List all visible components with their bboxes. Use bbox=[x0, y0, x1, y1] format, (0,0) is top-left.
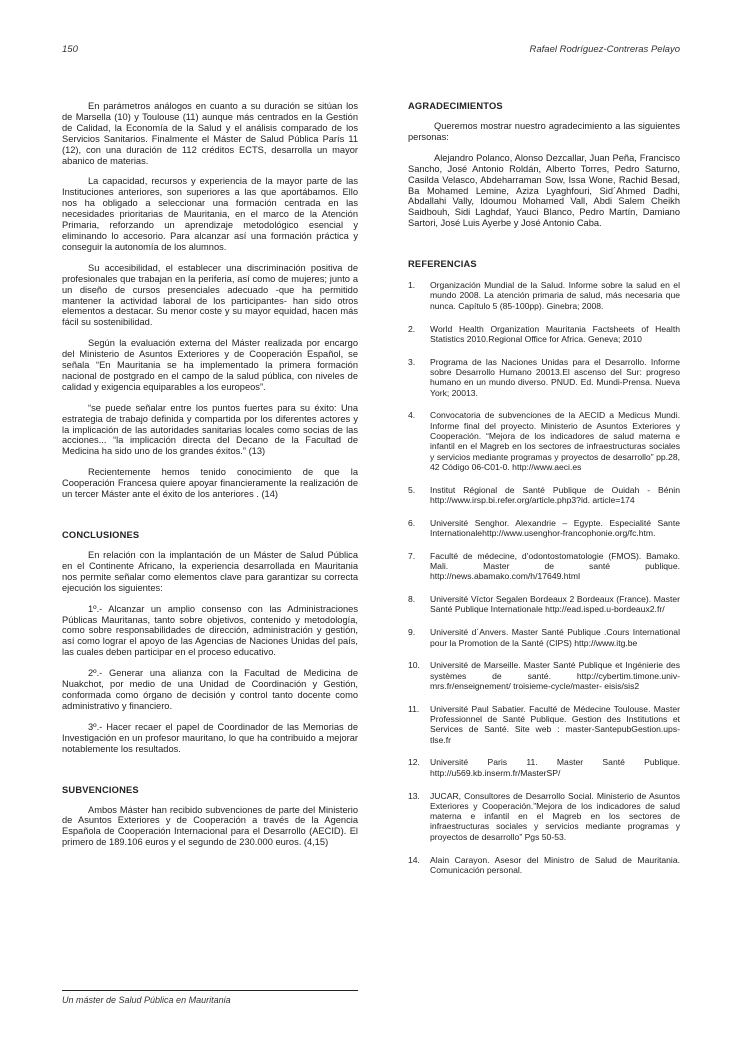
reference-item bbox=[408, 855, 680, 876]
reference-text: Université Víctor Segalen Bordeaux 2 Bordeaux (France). Master Santé Publique Internationale http://ead.isped.u-bordeaux2.fr/ bbox=[430, 594, 680, 615]
paragraph: Queremos mostrar nuestro agradecimiento a las siguientes personas: bbox=[408, 121, 680, 142]
acknowledged-names: Alejandro Polanco, Alonso Dezcallar, Juan Peña, Francisco Sancho, José Antonio Roldán, Alberto Torres, Pedro Saturno, Casilda Velasco, Abdeharraman Sow, Issa Wone, Rachid Besad, Ba Mohamed Lemine, Aziza Lyaghfouri, Sid´Ahmed Dadhi, Abdallahi Vally, Idoumou Mohamed Vall, Abdi Salem Cheikh Saidbouh, Sidi Laghdaf, Yauci Blanco, Pedro Martín, Damiano Sartori, José Luis Ayerbe y José Antonio Caba. bbox=[408, 152, 680, 229]
reference-text: Université de Marseille. Master Santé Publique et Ingénierie des systèmes de santé. http://cybertim.timone.univ-mrs.fr/enseignement/ troisieme-cycle/master- eisis/sis2 bbox=[430, 660, 680, 691]
reference-number: 14. bbox=[408, 854, 420, 865]
conclusion-item: 3º.- Hacer recaer el papel de Coordinador de las Memorias de Investigación en un profesor mauritano, lo que ha contribuido a mejorar notablemente los resultados. bbox=[62, 721, 358, 754]
left-column bbox=[62, 101, 358, 848]
reference-number: 6. bbox=[408, 517, 416, 528]
conclusion-item: 2º.- Generar una alianza con la Facultad de Medicina de Nuakchot, por medio de una Unidad de Coordinación y Gestión, conformada como órgano de decisión y control tanto docente como administrativo y financiero. bbox=[62, 668, 358, 711]
page-number: 150 bbox=[62, 44, 78, 55]
paragraph: Su accesibilidad, el establecer una discriminación positiva de profesionales que trabajan en la periferia, así como de mujeres; junto a un diseño de cursos presenciales adecuado -que ha permitido mantener la actividad laboral de los participantes- han sido otros elementos a destacar. Su menor coste y su mayor equidad, hacen más fácil su sostenibilidad. bbox=[62, 262, 358, 328]
reference-item bbox=[408, 594, 680, 615]
reference-number: 10. bbox=[408, 660, 420, 671]
reference-item bbox=[408, 791, 680, 842]
paragraph: La capacidad, recursos y experiencia de la mayor parte de las Instituciones anteriores, son superiores a las que aportábamos. Ello nos ha obligado a seleccionar una formación centrada en las necesidades prioritarias de Mauritania, en el marco de la Atención Primaria, reforzando un aprendizaje metodológico esencial y eliminando lo accesorio. Para alcanzar así una formación práctica y conseguir la autonomía de los alumnos. bbox=[62, 176, 358, 252]
reference-text: Université d´Anvers. Master Santé Publique .Cours International pour la Promotion de la Santé (CIPS) http://www.itg.be bbox=[430, 627, 680, 648]
reference-text: Convocatoria de subvenciones de la AECID a Medicus Mundi. Informe final del proyecto. Ministerio de Asuntos Exteriores y Cooperación. “Mejora de los indicadores de salud materna e infantil en el Magreb en los sectores de infraestructuras sociales y servicios mediante programas y proyectos de desarrollo” pp.28, 42 Código 06-C01-0. http://www.aeci.es bbox=[430, 410, 680, 472]
reference-list bbox=[408, 280, 680, 875]
section-heading-conclusiones: CONCLUSIONES bbox=[62, 530, 140, 540]
reference-number: 7. bbox=[408, 550, 416, 561]
reference-number: 5. bbox=[408, 484, 416, 495]
reference-text: Alain Carayon. Asesor del Ministro de Salud de Mauritania. Comunicación personal. bbox=[430, 854, 680, 875]
reference-text: JUCAR, Consultores de Desarrollo Social. Ministerio de Asuntos Exteriores y Cooperación.”Mejora de los indicadores de salud materna e infantil en el Magreb en los sectores de infraestructuras sociales y servicios mediante programas y proyectos de desarrollo” Pgs 50-53. bbox=[430, 790, 680, 842]
reference-number: 1. bbox=[408, 280, 416, 291]
reference-number: 9. bbox=[408, 627, 416, 638]
reference-number: 13. bbox=[408, 790, 420, 801]
reference-item bbox=[408, 485, 680, 506]
reference-number: 11. bbox=[408, 703, 420, 714]
running-author: Rafael Rodríguez-Contreras Pelayo bbox=[529, 44, 680, 55]
paragraph: Recientemente hemos tenido conocimiento de que la Cooperación Francesa quiere apoyar financieramente la realización de un tercer Máster ante el éxito de los anteriores . (14) bbox=[62, 467, 358, 500]
reference-text: Faculté de médecine, d’odontostomatologie (FMOS). Bamako. Mali. Master de santé publique. http://news.abamako.com/h/17649.html bbox=[430, 550, 680, 582]
right-column bbox=[408, 101, 680, 875]
reference-number: 8. bbox=[408, 594, 416, 605]
reference-number: 2. bbox=[408, 323, 416, 334]
reference-text: World Health Organization Mauritania Factsheets of Health Statistics 2010.Regional Office for Africa. Geneva; 2010 bbox=[430, 323, 680, 344]
reference-text: Organización Mundial de la Salud. Informe sobre la salud en el mundo 2008. La atención primaria de salud, más necesaria que nunca. Capítulo 5 (85-100pp). Ginebra; 2008. bbox=[430, 280, 680, 311]
reference-item bbox=[408, 704, 680, 745]
reference-item bbox=[408, 280, 680, 311]
reference-item bbox=[408, 627, 680, 648]
reference-item bbox=[408, 410, 680, 472]
reference-text: Université Paris 11. Master Santé Publique. http://u569.kb.inserm.fr/MasterSP/ bbox=[430, 757, 680, 778]
paragraph: Según la evaluación externa del Máster realizada por encargo del Ministerio de Asuntos Exteriores y de Cooperación Español, se señala “En Mauritania se ha implementado la primera formación nacional de postgrado en el campo de la salud pública, con niveles de calidad y exigencia equiparables a los europeos”. bbox=[62, 338, 358, 392]
reference-item bbox=[408, 551, 680, 582]
paragraph: En parámetros análogos en cuanto a su duración se sitúan los de Marsella (10) y Toulouse (11) aunque más centrados en la Gestión de Calidad, la Economía de la Salud y el análisis comparado de los Servicios Sanitarios. Finalmente el Máster de Salud Pública París 11 (12), con una duración de 112 créditos ECTS, desarrolla un mayor abanico de materias. bbox=[62, 101, 358, 166]
reference-item bbox=[408, 518, 680, 539]
section-heading-subvenciones: SUBVENCIONES bbox=[62, 784, 139, 795]
reference-item bbox=[408, 660, 680, 691]
section-heading-agradecimientos: AGRADECIMIENTOS bbox=[408, 101, 503, 111]
running-title: Un máster de Salud Pública en Mauritania bbox=[62, 995, 231, 1005]
quote-paragraph: “se puede señalar entre los puntos fuertes para su éxito: Una estrategia de trabajo definida y compartida por los diferentes actores y la implicación de las autoridades sanitarias locales como socias de las acciones... “la implicación directa del Decano de la Facultad de Medicina ha sido uno de los grandes éxitos.” (13) bbox=[62, 402, 358, 457]
reference-text: Université Senghor. Alexandrie – Egypte. Especialité Sante Internationalehttp://www.usenghor-francophonie.org/fc.htm. bbox=[430, 517, 680, 538]
reference-text: Université Paul Sabatier. Faculté de Médecine Toulouse. Master Professionnel de Santé Publique. Gestion des Institutions et Services de Santé. Site web : master-SantepubGestion.ups-tlse.fr bbox=[430, 703, 680, 745]
section-heading-referencias: REFERENCIAS bbox=[408, 259, 477, 270]
reference-item bbox=[408, 757, 680, 778]
conclusion-item: 1º.- Alcanzar un amplio consenso con las Administraciones Públicas Mauritanas, tanto sobre objetivos, contenido y metodología, como sobre responsabilidades de dirección, administración y gestión, así como lograr el apoyo de las Agencias de Naciones Unidas del país, las cuales deben participar en el proceso educativo. bbox=[62, 603, 358, 658]
reference-text: Institut Régional de Santé Publique de Ouidah - Bénin http://www.irsp.bi.refer.org/article.php3?id. article=174 bbox=[430, 484, 680, 505]
reference-number: 3. bbox=[408, 356, 416, 367]
paragraph: En relación con la implantación de un Máster de Salud Pública en el Continente Africano, la experiencia desarrollada en Mauritania nos permite señalar como elementos clave para garantizar su correcta ejecución los siguientes: bbox=[62, 550, 358, 593]
reference-number: 4. bbox=[408, 410, 416, 421]
reference-item bbox=[408, 324, 680, 345]
footer-rule bbox=[62, 990, 358, 991]
reference-item bbox=[408, 357, 680, 398]
reference-text: Programa de las Naciones Unidas para el Desarrollo. Informe sobre Desarrollo Humano 20013.El ascenso del Sur: progreso humano en un mundo diverso. PNUD. Ed. Mundi-Prensa. Nueva York; 20013. bbox=[430, 356, 680, 398]
paragraph: Ambos Máster han recibido subvenciones de parte del Ministerio de Asuntos Exteriores y de Cooperación a través de la Agencia Española de Cooperación Internacional para el Desarrollo (AECID). El primero de 189.106 euros y el segundo de 230.000 euros. (4,15) bbox=[62, 804, 358, 848]
reference-number: 12. bbox=[408, 757, 420, 768]
